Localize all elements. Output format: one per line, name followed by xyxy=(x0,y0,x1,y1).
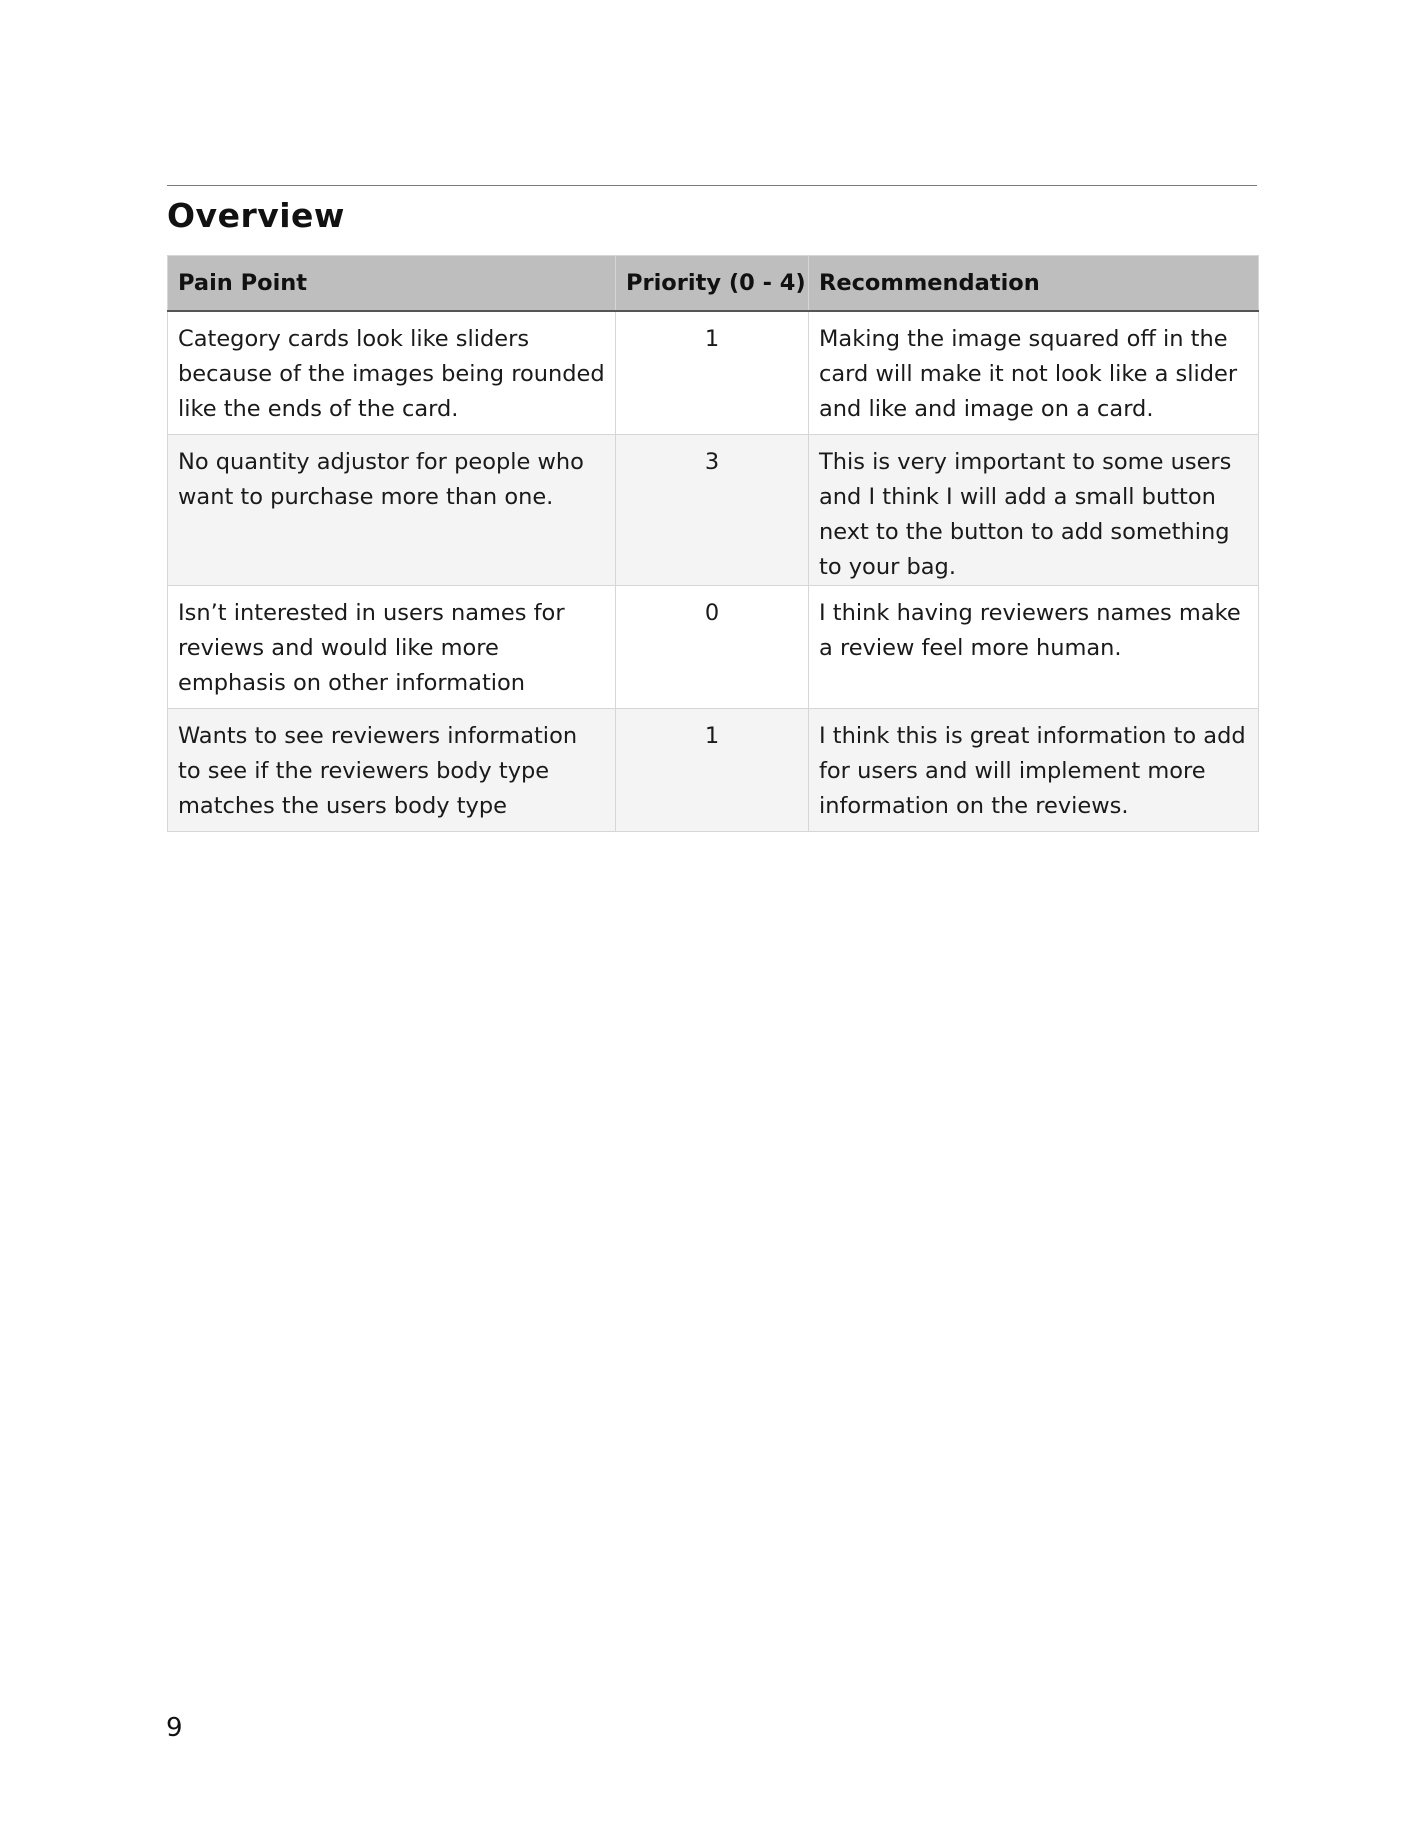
pain-point-cell: Wants to see reviewers information to see if the reviewers body type matches the users body type xyxy=(168,709,616,832)
recommendation-cell: Making the image squared off in the card will make it not look like a slider and like and image on a card. xyxy=(809,311,1259,435)
column-header-recommendation: Recommendation xyxy=(809,256,1259,312)
recommendation-cell: I think this is great information to add for users and will implement more information on the reviews. xyxy=(809,709,1259,832)
table-row xyxy=(168,311,1259,435)
priority-cell: 1 xyxy=(616,311,809,435)
priority-cell: 3 xyxy=(616,435,809,586)
table-row xyxy=(168,709,1259,832)
recommendation-cell: I think having reviewers names make a review feel more human. xyxy=(809,586,1259,709)
table-header-row xyxy=(168,256,1259,312)
priority-cell: 1 xyxy=(616,709,809,832)
overview-table xyxy=(167,255,1259,832)
table-row xyxy=(168,586,1259,709)
pain-point-cell: No quantity adjustor for people who want to purchase more than one. xyxy=(168,435,616,586)
pain-point-cell: Category cards look like sliders because of the images being rounded like the ends of the card. xyxy=(168,311,616,435)
pain-point-cell: Isn’t interested in users names for reviews and would like more emphasis on other information xyxy=(168,586,616,709)
recommendation-cell: This is very important to some users and I think I will add a small button next to the button to add something to your bag. xyxy=(809,435,1259,586)
priority-cell: 0 xyxy=(616,586,809,709)
section-divider xyxy=(167,185,1257,186)
page-title: Overview xyxy=(167,196,345,235)
column-header-priority: Priority (0 - 4) xyxy=(616,256,809,312)
column-header-pain-point: Pain Point xyxy=(168,256,616,312)
page-number: 9 xyxy=(166,1713,183,1743)
table-row xyxy=(168,435,1259,586)
